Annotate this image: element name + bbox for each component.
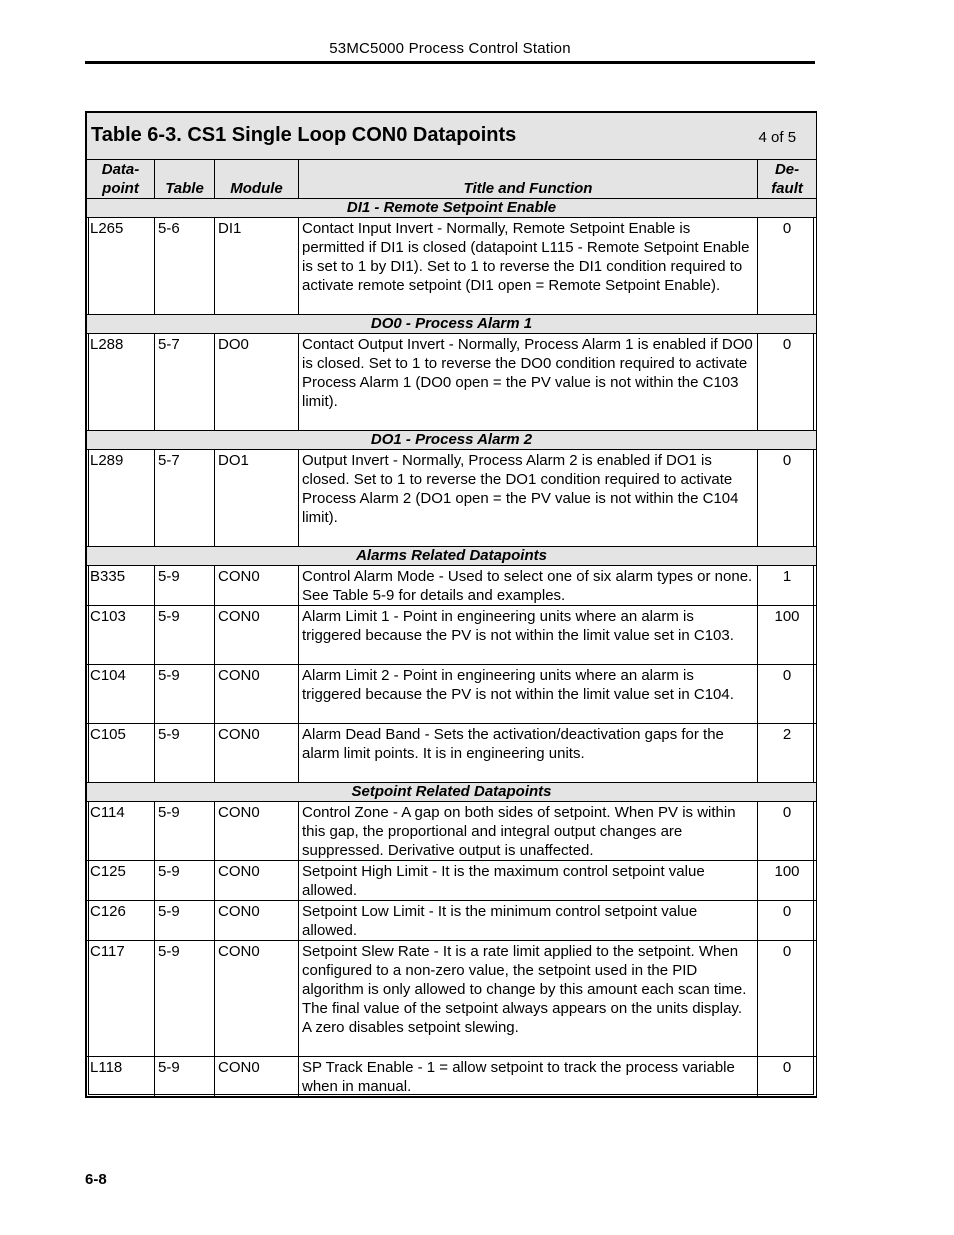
cell-default: 100 xyxy=(758,861,817,901)
table-row xyxy=(87,724,817,783)
column-header-row xyxy=(87,160,817,199)
section-header-row xyxy=(87,547,817,566)
cell-table-ref: 5-9 xyxy=(155,606,215,665)
cell-datapoint: C125 xyxy=(87,861,155,901)
datapoints-table xyxy=(85,111,817,1098)
cell-table-ref: 5-9 xyxy=(155,941,215,1057)
cell-module: CON0 xyxy=(215,606,299,665)
cell-default: 1 xyxy=(758,566,817,606)
table-title-row xyxy=(87,113,817,160)
cell-title-function: Contact Output Invert - Normally, Process Alarm 1 is enabled if DO0 is closed. Set to 1 to reverse the DO0 condition required to activate Process Alarm 1 (DO0 open = the PV value is not within the C103 limit). xyxy=(299,334,758,431)
cell-default: 0 xyxy=(758,218,817,315)
cell-title-function: SP Track Enable - 1 = allow setpoint to track the process variable when in manual. xyxy=(299,1057,758,1097)
cell-module: DO0 xyxy=(215,334,299,431)
table-row xyxy=(87,1057,817,1097)
table-row xyxy=(87,665,817,724)
table-row xyxy=(87,861,817,901)
section-header-row xyxy=(87,431,817,450)
col-header-label: Module xyxy=(230,180,283,197)
cell-module: DO1 xyxy=(215,450,299,547)
cell-datapoint: C114 xyxy=(87,802,155,861)
table-row xyxy=(87,334,817,431)
cell-table-ref: 5-9 xyxy=(155,724,215,783)
cell-module: CON0 xyxy=(215,1057,299,1097)
cell-datapoint: L289 xyxy=(87,450,155,547)
cell-title-function: Alarm Limit 1 - Point in engineering units where an alarm is triggered because the PV is not within the limit value set in C103. xyxy=(299,606,758,665)
cell-module: DI1 xyxy=(215,218,299,315)
running-header: 53MC5000 Process Control Station xyxy=(329,40,571,57)
cell-title-function: Alarm Dead Band - Sets the activation/deactivation gaps for the alarm limit points. It is in engineering units. xyxy=(299,724,758,783)
cell-module: CON0 xyxy=(215,665,299,724)
cell-datapoint: L288 xyxy=(87,334,155,431)
cell-title-function: Alarm Limit 2 - Point in engineering units where an alarm is triggered because the PV is not within the limit value set in C104. xyxy=(299,665,758,724)
cell-default: 0 xyxy=(758,450,817,547)
cell-title-function: Setpoint Low Limit - It is the minimum control setpoint value allowed. xyxy=(299,901,758,941)
cell-datapoint: L118 xyxy=(87,1057,155,1097)
section-header-row xyxy=(87,199,817,218)
section-title: DO1 - Process Alarm 2 xyxy=(87,431,817,450)
table-row xyxy=(87,566,817,606)
table-row xyxy=(87,901,817,941)
cell-default: 0 xyxy=(758,334,817,431)
table-row xyxy=(87,941,817,1057)
cell-title-function: Control Zone - A gap on both sides of setpoint. When PV is within this gap, the proportional and integral output changes are suppressed. Derivative output is unaffected. xyxy=(299,802,758,861)
cell-table-ref: 5-7 xyxy=(155,334,215,431)
cell-datapoint: C103 xyxy=(87,606,155,665)
page-of-indicator: 4 of 5 xyxy=(758,128,797,146)
cell-table-ref: 5-9 xyxy=(155,1057,215,1097)
col-header-label: Data- point xyxy=(101,161,140,197)
page-number: 6-8 xyxy=(85,1171,107,1188)
table-row xyxy=(87,606,817,665)
col-header-module xyxy=(215,160,299,199)
cell-datapoint: C105 xyxy=(87,724,155,783)
cell-table-ref: 5-7 xyxy=(155,450,215,547)
cell-title-function: Setpoint High Limit - It is the maximum control setpoint value allowed. xyxy=(299,861,758,901)
section-header-row xyxy=(87,783,817,802)
cell-table-ref: 5-6 xyxy=(155,218,215,315)
cell-default: 0 xyxy=(758,941,817,1057)
cell-default: 100 xyxy=(758,606,817,665)
cell-default: 2 xyxy=(758,724,817,783)
cell-module: CON0 xyxy=(215,724,299,783)
col-header-default xyxy=(758,160,817,199)
cell-table-ref: 5-9 xyxy=(155,566,215,606)
cell-module: CON0 xyxy=(215,802,299,861)
cell-datapoint: C126 xyxy=(87,901,155,941)
cell-table-ref: 5-9 xyxy=(155,901,215,941)
cell-datapoint: C117 xyxy=(87,941,155,1057)
col-header-table xyxy=(155,160,215,199)
cell-module: CON0 xyxy=(215,901,299,941)
table-row xyxy=(87,218,817,315)
cell-table-ref: 5-9 xyxy=(155,861,215,901)
cell-datapoint: C104 xyxy=(87,665,155,724)
cell-title-function: Control Alarm Mode - Used to select one of six alarm types or none. See Table 5-9 for details and examples. xyxy=(299,566,758,606)
cell-table-ref: 5-9 xyxy=(155,665,215,724)
table-row xyxy=(87,450,817,547)
section-title: DO0 - Process Alarm 1 xyxy=(87,315,817,334)
section-title: Alarms Related Datapoints xyxy=(87,547,817,566)
col-header-datapoint xyxy=(87,160,155,199)
cell-title-function: Contact Input Invert - Normally, Remote Setpoint Enable is permitted if DI1 is closed (datapoint L115 - Remote Setpoint Enable is set to 1 by DI1). Set to 1 to reverse the DI1 condition required to activate remote setpoint (DI1 open = Remote Setpoint Enable). xyxy=(299,218,758,315)
cell-datapoint: B335 xyxy=(87,566,155,606)
cell-table-ref: 5-9 xyxy=(155,802,215,861)
cell-default: 0 xyxy=(758,1057,817,1097)
header-rule xyxy=(85,61,815,64)
cell-default: 0 xyxy=(758,665,817,724)
table-title: Table 6-3. CS1 Single Loop CON0 Datapoints xyxy=(91,123,517,146)
section-header-row xyxy=(87,315,817,334)
col-header-label: Title and Function xyxy=(463,180,593,197)
col-header-label: Table xyxy=(165,180,204,197)
section-title: DI1 - Remote Setpoint Enable xyxy=(87,199,817,218)
section-title: Setpoint Related Datapoints xyxy=(87,783,817,802)
cell-title-function: Output Invert - Normally, Process Alarm 2 is enabled if DO1 is closed. Set to 1 to reverse the DO1 condition required to activate Process Alarm 2 (DO1 open = the PV value is not within the C104 limit). xyxy=(299,450,758,547)
cell-module: CON0 xyxy=(215,941,299,1057)
col-header-function xyxy=(299,160,758,199)
cell-module: CON0 xyxy=(215,566,299,606)
col-header-label: De- fault xyxy=(771,161,803,197)
cell-default: 0 xyxy=(758,802,817,861)
table-row xyxy=(87,802,817,861)
cell-title-function: Setpoint Slew Rate - It is a rate limit applied to the setpoint. When configured to a non-zero value, the setpoint used in the PID algorithm is only allowed to change by this amount each scan time. The final value of the setpoint always appears on the units display. A zero disables setpoint slewing. xyxy=(299,941,758,1057)
cell-datapoint: L265 xyxy=(87,218,155,315)
cell-module: CON0 xyxy=(215,861,299,901)
cell-default: 0 xyxy=(758,901,817,941)
